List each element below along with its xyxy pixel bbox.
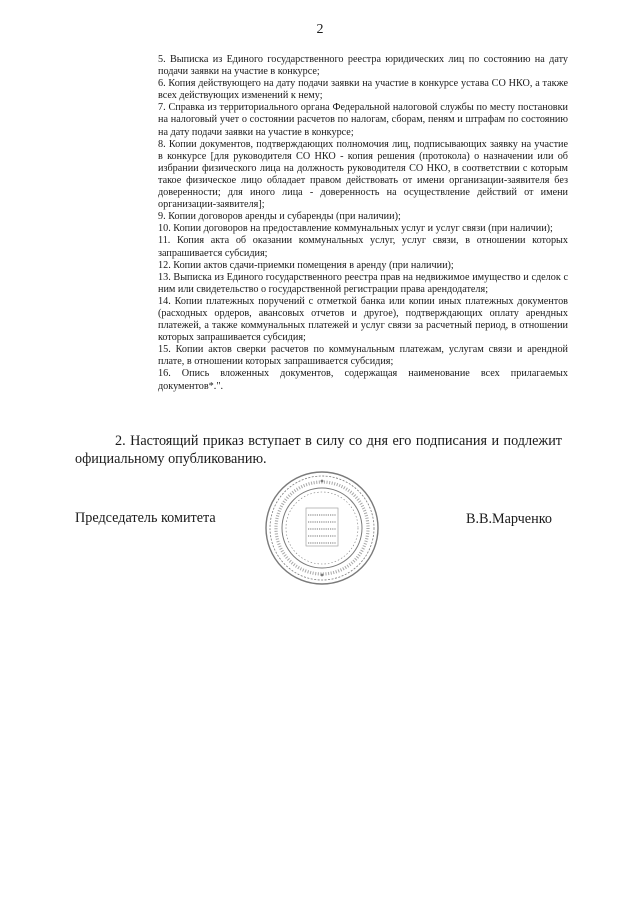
list-item: 6. Копия действующего на дату подачи заявки на участие в конкурсе устава СО НКО, а также всех действующих изменений к нему; bbox=[158, 78, 568, 102]
list-item: 13. Выписка из Единого государственного реестра прав на недвижимое имущество и сделок с ним или свидетельство о государственной регистрации права арендодателя; bbox=[158, 271, 568, 295]
list-item: 11. Копия акта об оказании коммунальных услуг, услуг связи, в отношении которых запрашивается субсидия; bbox=[158, 235, 568, 259]
list-item: 9. Копии договоров аренды и субаренды (при наличии); bbox=[158, 211, 401, 223]
list-item: 8. Копии документов, подтверждающих полномочия лиц, подписывающих заявку на участие в конкурсе [для руководителя СО НКО - копия решения (протокола) о назначении или об избрании физического лица на должность руководителя СО НКО, в соответствии с которым такое физическое лицо обладает правом действовать от имени организации-заявителя без доверенности; для иного лица - доверенность на осуществление действий от имени организации-заявителя]; bbox=[158, 138, 568, 211]
page-number: 2 bbox=[316, 22, 324, 37]
signature-name: В.В.Марченко bbox=[466, 511, 552, 527]
list-item: 10. Копии договоров на предоставление коммунальных услуг и услуг связи (при наличии); bbox=[158, 223, 553, 235]
main-paragraph: 2. Настоящий приказ вступает в силу со дня его подписания и подлежит официальному опубликованию. bbox=[75, 433, 562, 467]
list-item: 16. Опись вложенных документов, содержащая наименование всех прилагаемых документов*.". bbox=[158, 368, 568, 392]
document-list bbox=[158, 54, 568, 393]
list-item: 5. Выписка из Единого государственного реестра юридических лиц по состоянию на дату подачи заявки на участие в конкурсе; bbox=[158, 54, 568, 78]
official-seal-icon bbox=[262, 468, 382, 588]
list-item: 15. Копии актов сверки расчетов по коммунальным платежам, услугам связи и арендной плате, в отношении которых запрашивается субсидия; bbox=[158, 344, 568, 368]
list-item: 12. Копии актов сдачи-приемки помещения в аренду (при наличии); bbox=[158, 259, 454, 271]
signature-role: Председатель комитета bbox=[75, 510, 216, 526]
list-item: 14. Копии платежных поручений с отметкой банка или копии иных платежных документов (расходных ордеров, авансовых отчетов и другое), подтверждающих оплату арендных платежей, а также коммунальных платежей и услуг связи за расчетный период, в отношении которых запрашивается субсидия; bbox=[158, 295, 568, 344]
list-item: 7. Справка из территориального органа Федеральной налоговой службы по месту постановки на налоговый учет о состоянии расчетов по налогам, сборам, пеням и штрафам по состоянию на дату подачи заявки на участие в конкурсе; bbox=[158, 102, 568, 138]
